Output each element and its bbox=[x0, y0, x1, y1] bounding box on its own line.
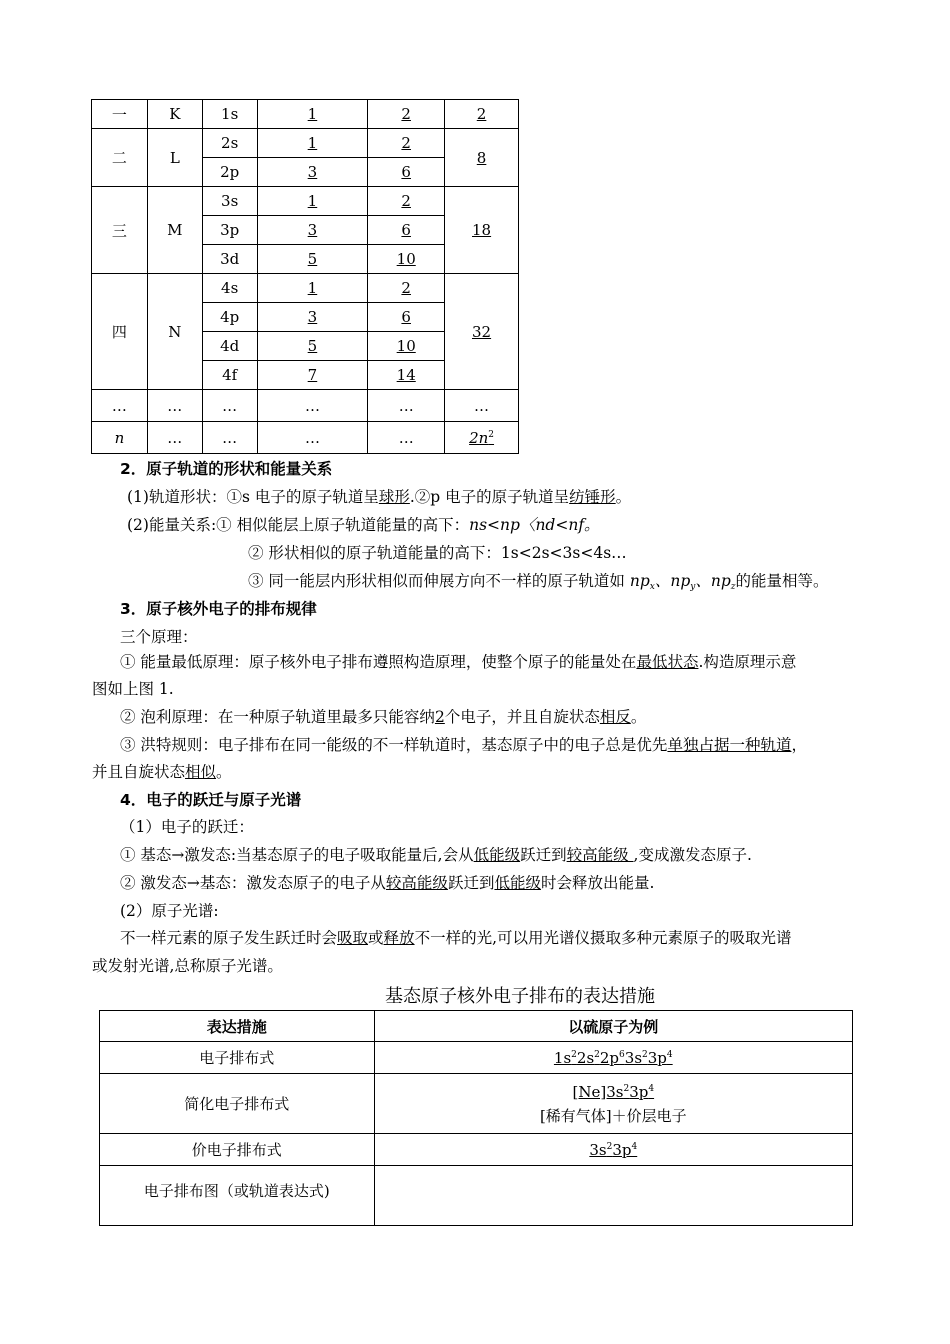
atomic-spectrum-text: 不一样元素的原子发生跃迁时会吸取或释放不一样的光,可以用光谱仪摄取多种元素原子的吸取光谱 bbox=[120, 929, 792, 947]
orbital-count: 5 bbox=[257, 332, 368, 361]
energy-relation-2: ② 形状相似的原子轨道能量的高下：1s<2s<3s<4s… bbox=[248, 544, 627, 562]
table-row bbox=[92, 422, 519, 454]
header-example: 以硫原子为例 bbox=[374, 1011, 852, 1042]
ground-to-excited: ① 基态→激发态:当基态原子的电子吸取能量后,会从低能级跃迁到较高能级 ,变成激发态原子. bbox=[120, 846, 752, 864]
orbital-count: 7 bbox=[257, 361, 368, 390]
energy-layer: 三 bbox=[92, 187, 148, 274]
orbital-count: 1 bbox=[257, 129, 368, 158]
electron-count: 10 bbox=[368, 245, 445, 274]
sulfur-valence-config: $3s^23p^4$ bbox=[374, 1134, 852, 1166]
sublevel-name: 2p bbox=[202, 158, 257, 187]
electron-count: 2 bbox=[368, 274, 445, 303]
orbital-count: 3 bbox=[257, 158, 368, 187]
energy-layer: 四 bbox=[92, 274, 148, 390]
energy-relation-3: ③ 同一能层内形状相似而伸展方向不一样的原子轨道如 $np_x$、$np_y$、$np_z$的能量相等。 bbox=[248, 572, 829, 592]
row-label-orbital-diagram: 电子排布图（或轨道表达式) bbox=[100, 1166, 375, 1226]
sublevel-name: 4s bbox=[202, 274, 257, 303]
table-row bbox=[92, 390, 519, 422]
electron-count: 14 bbox=[368, 361, 445, 390]
table-row bbox=[92, 274, 519, 303]
sublevel-name: 4p bbox=[202, 303, 257, 332]
energy-layer: 一 bbox=[92, 100, 148, 129]
section3-title: 3．原子核外电子的排布规律 bbox=[120, 600, 317, 618]
ellipsis-cell: … bbox=[257, 422, 368, 454]
ellipsis-cell: … bbox=[368, 390, 445, 422]
aufbau-principle-cont: 图如上图 1. bbox=[92, 680, 174, 698]
short-config-note: [稀有气体]＋价层电子 bbox=[539, 1106, 687, 1125]
layer-symbol: N bbox=[147, 274, 202, 390]
shell-table bbox=[91, 99, 519, 454]
electron-count: 2 bbox=[368, 100, 445, 129]
atomic-spectrum-text-cont: 或发射光谱,总称原子光谱。 bbox=[92, 957, 283, 975]
max-electrons: 18 bbox=[445, 187, 519, 274]
row-label-valence-config: 价电子排布式 bbox=[100, 1134, 375, 1166]
orbital-shape-line: (1)轨道形状：①s 电子的原子轨道呈球形.②p 电子的原子轨道呈纺锤形。 bbox=[127, 488, 632, 506]
aufbau-principle: ① 能量最低原理：原子核外电子排布遵照构造原理，使整个原子的能量处在最低状态.构造原理示意 bbox=[120, 653, 797, 671]
orbital-count: 5 bbox=[257, 245, 368, 274]
electron-count: 6 bbox=[368, 303, 445, 332]
sublevel-name: 1s bbox=[202, 100, 257, 129]
section2-title: 2．原子轨道的形状和能量关系 bbox=[120, 460, 333, 478]
orbital-count: 1 bbox=[257, 100, 368, 129]
sublevel-name: 4f bbox=[202, 361, 257, 390]
hund-rule-cont: 并且自旋状态相似。 bbox=[92, 763, 232, 781]
hund-rule: ③ 洪特规则：电子排布在同一能级的不一样轨道时，基态原子中的电子总是优先单独占据一种轨道， bbox=[120, 736, 807, 754]
max-electrons-formula: $2n^2$ bbox=[445, 422, 519, 454]
sublevel-name: 3p bbox=[202, 216, 257, 245]
ellipsis-cell: … bbox=[92, 390, 148, 422]
expression-table bbox=[99, 1010, 853, 1226]
max-electrons: 32 bbox=[445, 274, 519, 390]
orbital-count: 1 bbox=[257, 274, 368, 303]
sulfur-short-config: $[Ne]3s^23p^4$ bbox=[572, 1082, 655, 1101]
row-label-config: 电子排布式 bbox=[100, 1042, 375, 1074]
orbital-count: 3 bbox=[257, 303, 368, 332]
row-label-short-config: 简化电子排布式 bbox=[100, 1074, 375, 1134]
table-row bbox=[92, 187, 519, 216]
layer-symbol: M bbox=[147, 187, 202, 274]
max-electrons: 2 bbox=[445, 100, 519, 129]
sulfur-config: $1s^22s^22p^63s^23p^4$ bbox=[374, 1042, 852, 1074]
section4-title: 4．电子的跃迁与原子光谱 bbox=[120, 791, 302, 809]
sublevel-name: 4d bbox=[202, 332, 257, 361]
layer-symbol: L bbox=[147, 129, 202, 187]
three-principles-intro: 三个原理： bbox=[120, 628, 198, 646]
ellipsis-cell: … bbox=[445, 390, 519, 422]
sublevel-name: 3s bbox=[202, 187, 257, 216]
np-orbitals: $np_x$、$np_y$、$np_z$ bbox=[629, 572, 736, 592]
table-row bbox=[92, 100, 519, 129]
header-method: 表达措施 bbox=[100, 1011, 375, 1042]
electron-count: 2 bbox=[368, 129, 445, 158]
ellipsis-cell: … bbox=[368, 422, 445, 454]
sublevel-name: 2s bbox=[202, 129, 257, 158]
ellipsis-cell: … bbox=[147, 390, 202, 422]
layer-symbol: K bbox=[147, 100, 202, 129]
ellipsis-cell: … bbox=[257, 390, 368, 422]
electron-count: 6 bbox=[368, 158, 445, 187]
ellipsis-cell: … bbox=[147, 422, 202, 454]
max-electrons: 8 bbox=[445, 129, 519, 187]
orbital-count: 3 bbox=[257, 216, 368, 245]
orbital-diagram-cell bbox=[374, 1166, 852, 1226]
atomic-spectrum-heading: (2）原子光谱: bbox=[120, 902, 219, 920]
electron-count: 10 bbox=[368, 332, 445, 361]
expression-table-caption: 基态原子核外电子排布的表达措施 bbox=[385, 986, 655, 1007]
energy-relation-line: (2)能量关系:① 相似能层上原子轨道能量的高下：ns<np〈nd<nf。 bbox=[127, 516, 600, 534]
excited-to-ground: ② 激发态→基态：激发态原子的电子从较高能级跃迁到低能级时会释放出能量. bbox=[120, 874, 655, 892]
layer-n: n bbox=[92, 422, 148, 454]
table-row bbox=[92, 129, 519, 158]
sublevel-name: 3d bbox=[202, 245, 257, 274]
orbital-count: 1 bbox=[257, 187, 368, 216]
electron-transition-heading: （1）电子的跃迁： bbox=[120, 818, 254, 836]
pauli-principle: ② 泡利原理：在一种原子轨道里最多只能容纳2个电子，并且自旋状态相反。 bbox=[120, 708, 647, 726]
ellipsis-cell: … bbox=[202, 390, 257, 422]
energy-layer: 二 bbox=[92, 129, 148, 187]
ellipsis-cell: … bbox=[202, 422, 257, 454]
electron-count: 6 bbox=[368, 216, 445, 245]
electron-count: 2 bbox=[368, 187, 445, 216]
